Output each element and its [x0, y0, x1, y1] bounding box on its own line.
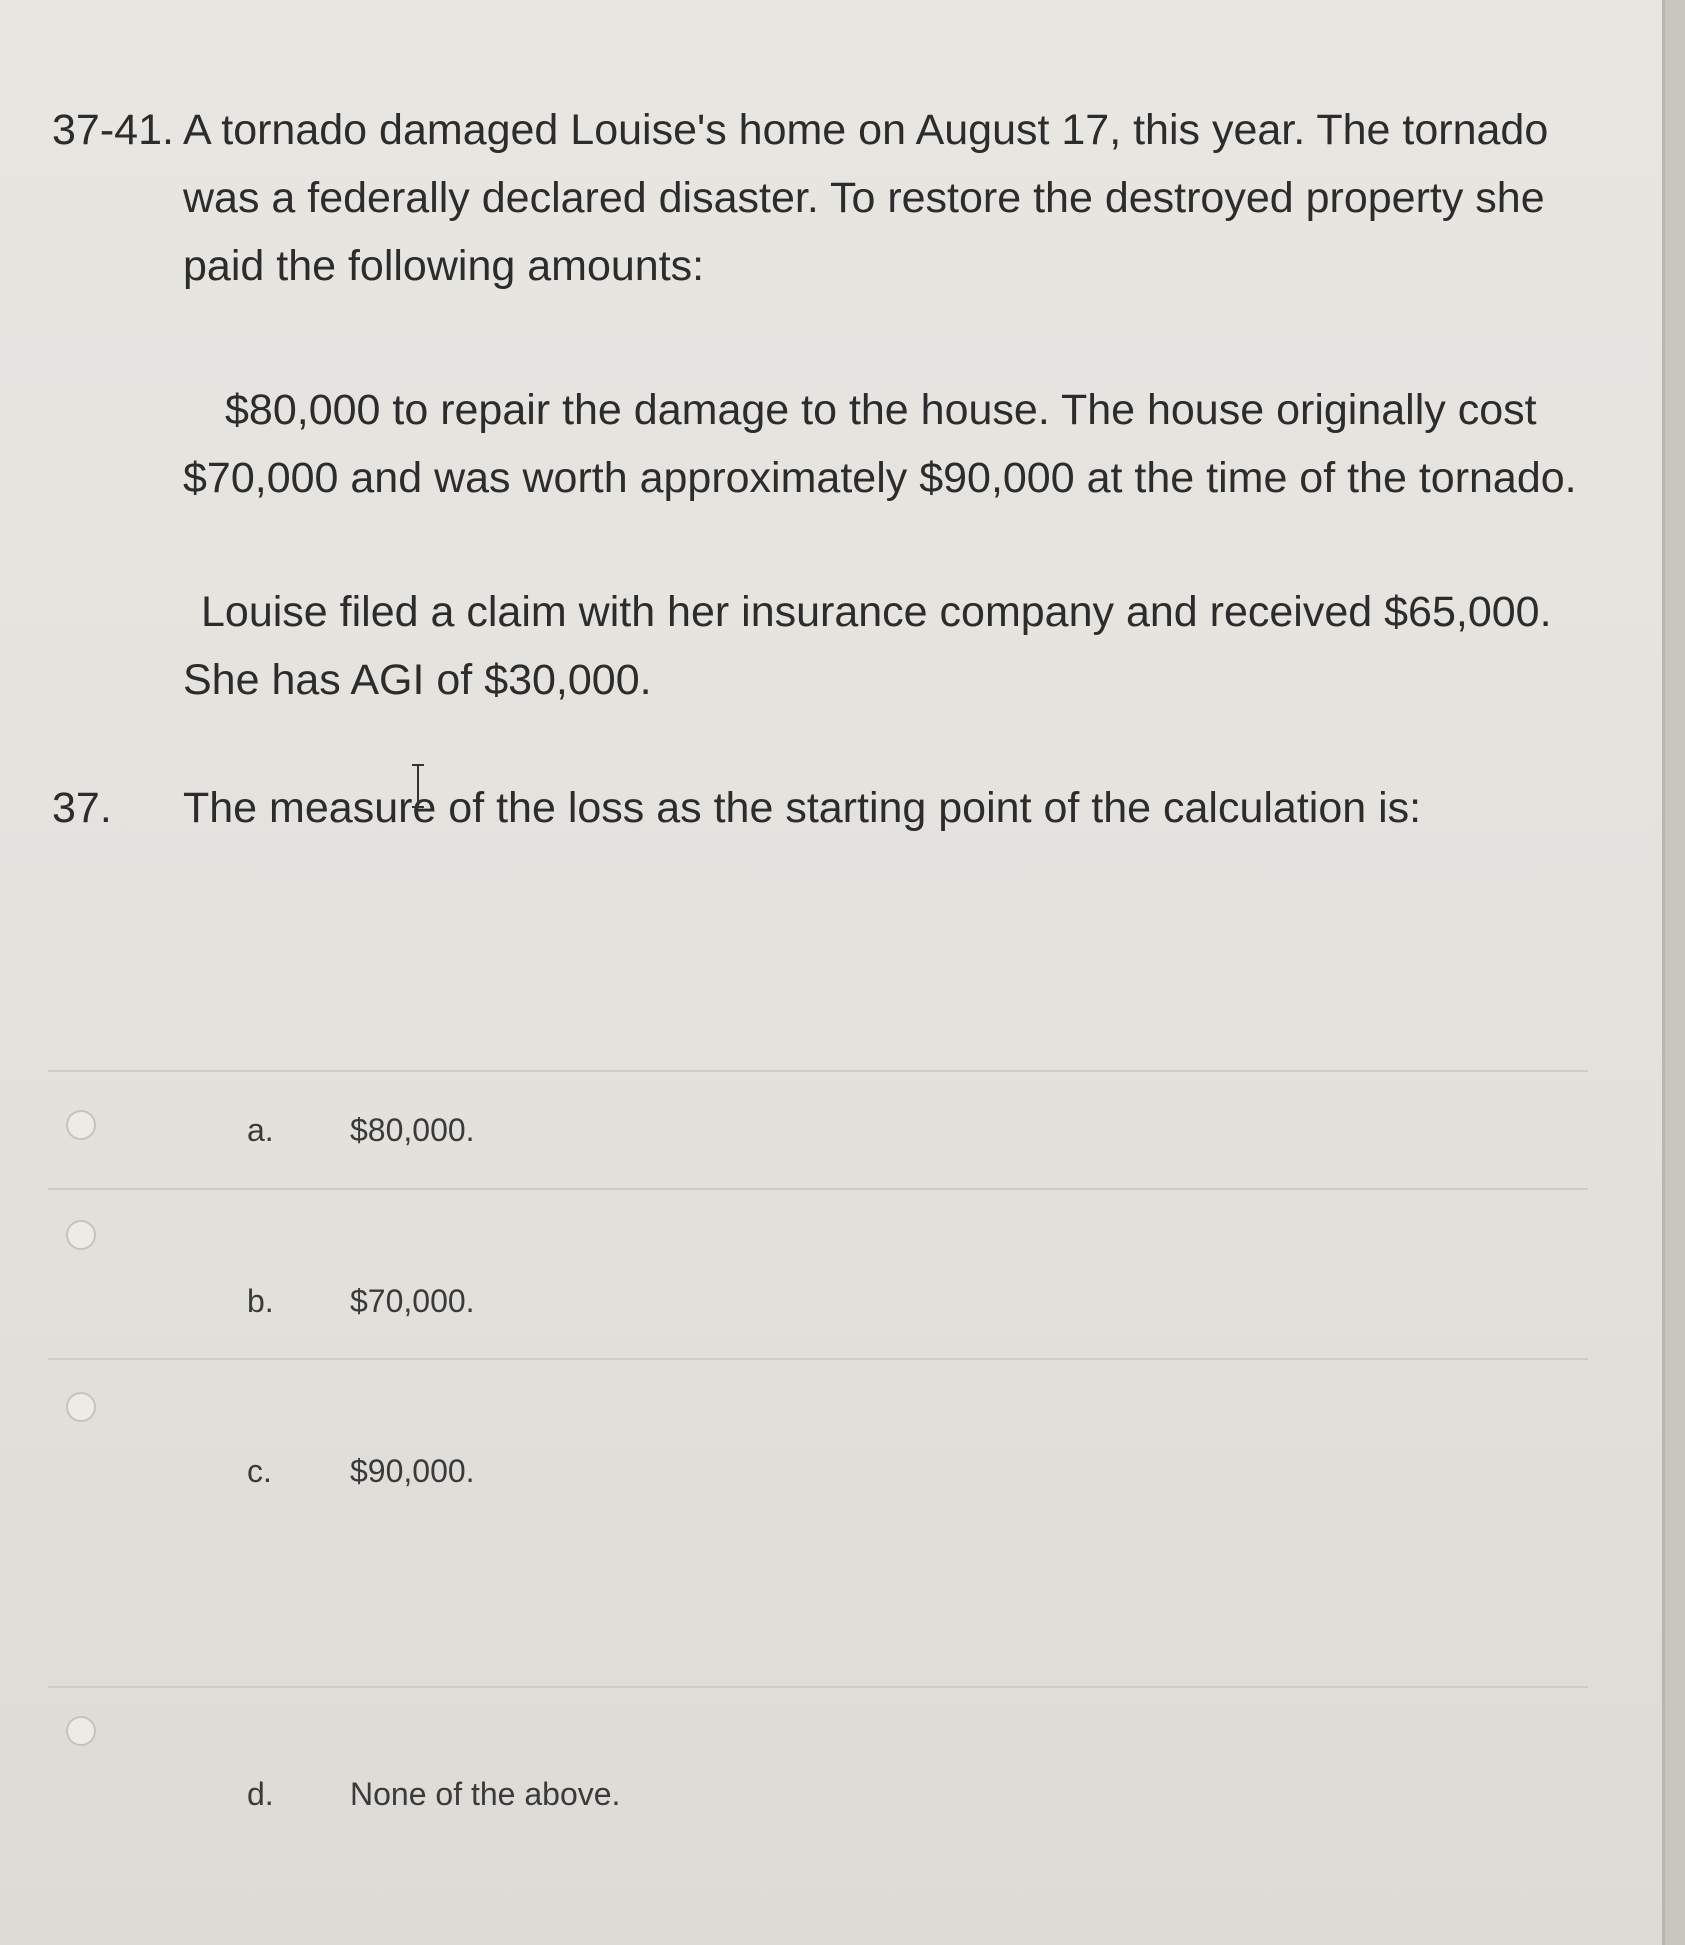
- option-d-value[interactable]: None of the above.: [350, 1776, 621, 1812]
- option-divider: [48, 1070, 1588, 1072]
- repair-paragraph: [183, 376, 1623, 512]
- option-divider: [48, 1358, 1588, 1360]
- option-d-letter: d.: [247, 1776, 274, 1812]
- paragraph-line: Louise filed a claim with her insurance company and received $65,000.: [201, 588, 1552, 636]
- option-a-letter: a.: [247, 1112, 274, 1148]
- option-c-radio[interactable]: [66, 1392, 96, 1422]
- intro-line: paid the following amounts:: [183, 242, 705, 290]
- option-divider: [48, 1686, 1588, 1688]
- option-b-value[interactable]: $70,000.: [350, 1283, 475, 1319]
- option-a-value[interactable]: $80,000.: [350, 1112, 475, 1148]
- text-cursor-icon: [410, 763, 426, 809]
- paragraph-line: She has AGI of $30,000.: [183, 656, 652, 704]
- question-text: The measure of the loss as the starting point of the calculation is:: [183, 784, 1422, 832]
- paragraph-line: $80,000 to repair the damage to the house. The house originally cost: [225, 386, 1537, 434]
- question-number: 37.: [52, 784, 112, 832]
- intro-line: was a federally declared disaster. To restore the destroyed property she: [183, 174, 1545, 222]
- option-b-letter: b.: [247, 1283, 274, 1319]
- problem-intro: [183, 96, 1623, 300]
- insurance-paragraph: [183, 578, 1623, 714]
- option-a-radio[interactable]: [66, 1110, 96, 1140]
- option-c-value[interactable]: $90,000.: [350, 1453, 475, 1489]
- paragraph-line: $70,000 and was worth approximately $90,000 at the time of the tornado.: [183, 454, 1577, 502]
- intro-line: A tornado damaged Louise's home on August 17, this year. The tornado: [183, 106, 1549, 154]
- option-b-radio[interactable]: [66, 1220, 96, 1250]
- option-d-radio[interactable]: [66, 1716, 96, 1746]
- option-c-letter: c.: [247, 1453, 272, 1489]
- option-divider: [48, 1188, 1588, 1190]
- problem-range: 37-41.: [52, 106, 174, 154]
